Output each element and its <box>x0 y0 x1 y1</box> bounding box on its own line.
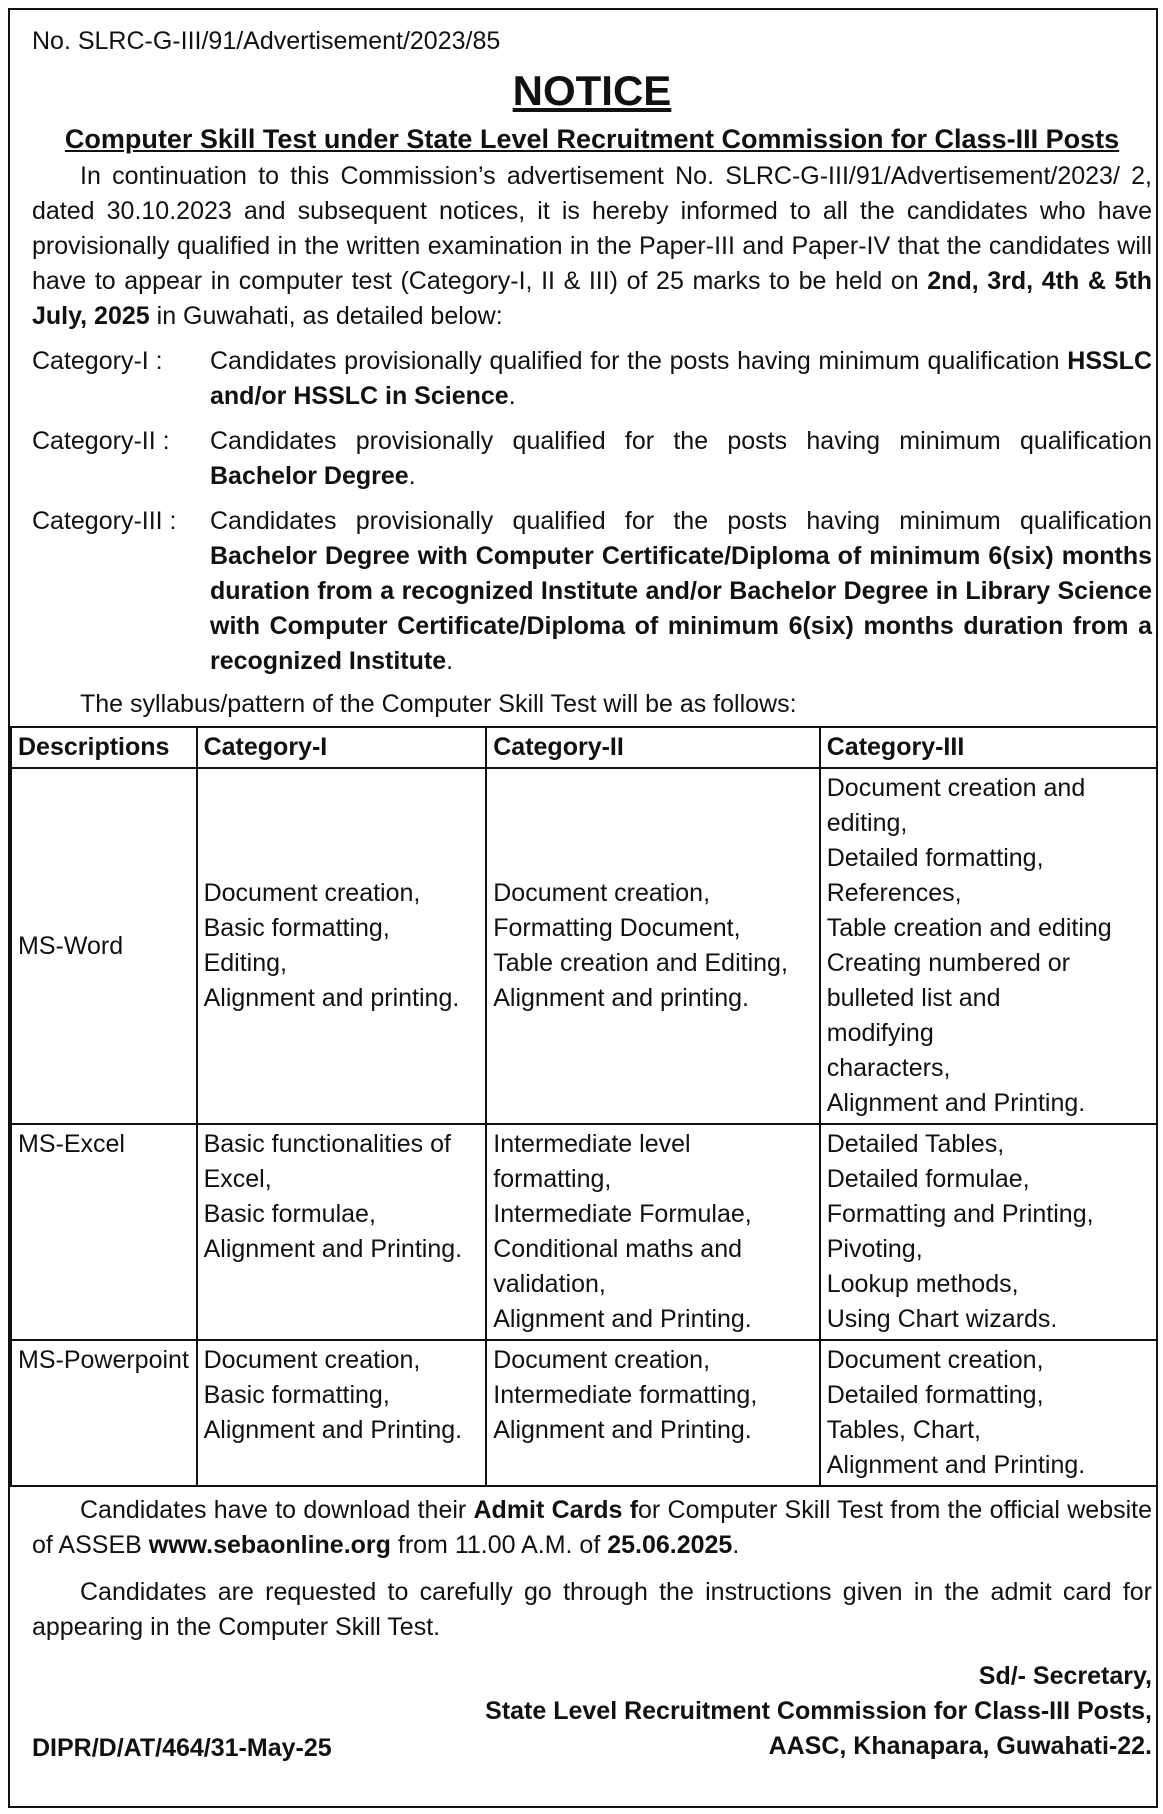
syllabus-intro: The syllabus/pattern of the Computer Skill Test will be as follows: <box>80 690 797 718</box>
syllabus-table <box>10 726 1158 1487</box>
category-3-row <box>32 504 1152 679</box>
cell-line: bulleted list and <box>826 984 1001 1012</box>
category-3-text <box>210 504 1152 679</box>
notice-subtitle: Computer Skill Test under State Level Recruitment Commission for Class-III Posts <box>64 124 1120 154</box>
category-2-qualification: Bachelor Degree <box>210 462 409 490</box>
cell-line: Intermediate Formulae, <box>493 1200 752 1228</box>
website-link[interactable]: www.sebaonline.org <box>148 1531 391 1559</box>
category-1-suffix: . <box>508 382 516 410</box>
intro-text-b: in Guwahati, as detailed below: <box>149 302 503 330</box>
row-category-3-cell <box>820 1124 1157 1340</box>
signature-line-2: State Level Recruitment Commission for Class-III Posts, <box>485 1697 1152 1725</box>
row-description: MS-Powerpoint <box>11 1340 197 1486</box>
header-category-1: Category-I <box>197 727 487 768</box>
cell-line: Alignment and Printing. <box>203 1416 463 1444</box>
row-category-2-cell <box>486 768 820 1124</box>
category-1-prefix: Candidates provisionally qualified for the posts having minimum qualification <box>210 347 1068 375</box>
category-1-row <box>32 344 1152 414</box>
cell-line: Alignment and Printing. <box>493 1305 752 1333</box>
cell-line: Alignment and Printing. <box>203 1235 463 1263</box>
cell-line: Excel, <box>203 1165 272 1193</box>
table-header-row <box>11 727 1157 768</box>
row-category-1-cell <box>197 1340 487 1486</box>
category-2-text <box>210 424 1152 494</box>
admit-text-a: Candidates have to download their <box>80 1496 474 1524</box>
row-category-1-cell <box>197 768 487 1124</box>
admit-text-b: or Computer Skill Test from the official website of ASSEB <box>32 1496 1152 1559</box>
cell-line: Intermediate level <box>493 1130 691 1158</box>
category-3-label: Category-III : <box>32 507 177 535</box>
admit-text-d: . <box>732 1531 740 1559</box>
cell-line: Basic functionalities of <box>203 1130 451 1158</box>
row-description: MS-Word <box>11 768 197 1124</box>
header-category-2: Category-II <box>486 727 820 768</box>
category-1-qualification: HSSLC and/or HSSLC in Science <box>210 347 1152 410</box>
cell-line: Alignment and Printing. <box>493 1416 752 1444</box>
cell-line: characters, <box>826 1054 951 1082</box>
header-category-3: Category-III <box>820 727 1157 768</box>
signature-block <box>32 1659 1152 1764</box>
intro-text-a: In continuation to this Commission’s advertisement No. SLRC-G-III/91/Advertisement/2023/ 2, dated 30.10.2023 and subsequent notices, it is hereby informed to all the candidates who have provisionally qualified in the written examination in the Paper-III and Paper-IV that the candidates will have to appear in computer test (Category-I, II & III) of 25 marks to be held on <box>32 162 1152 295</box>
cell-line: Conditional maths and <box>493 1235 743 1263</box>
cell-line: Detailed formulae, <box>826 1165 1030 1193</box>
table-row <box>11 1124 1157 1340</box>
category-2-label: Category-II : <box>32 427 170 455</box>
notice-content <box>18 24 1152 1764</box>
header-descriptions: Descriptions <box>11 727 197 768</box>
category-1-text <box>210 344 1152 414</box>
row-category-3-cell <box>820 768 1157 1124</box>
cell-line: Creating numbered or <box>826 949 1070 977</box>
cell-line: Alignment and Printing. <box>826 1451 1086 1479</box>
row-category-2-cell <box>486 1124 820 1340</box>
cell-line: Editing, <box>203 949 287 977</box>
admit-card-paragraph <box>32 1493 1152 1563</box>
category-3-qualification: Bachelor Degree with Computer Certificate/Diploma of minimum 6(six) months duration from a recognized Institute and/or Bachelor Degree in Library Science with Computer Certificate/Diploma of minimum 6(six) months duration from a recognized Institute <box>210 542 1152 675</box>
cell-line: Basic formatting, <box>203 1381 390 1409</box>
cell-line: Detailed Tables, <box>826 1130 1005 1158</box>
cell-line: Document creation, <box>203 1346 421 1374</box>
admit-date: 25.06.2025 <box>607 1531 733 1559</box>
cell-line: Detailed formatting, <box>826 844 1044 872</box>
category-1-label: Category-I : <box>32 347 163 375</box>
category-3-suffix: . <box>446 647 454 675</box>
cell-line: Alignment and Printing. <box>826 1089 1086 1117</box>
category-2-suffix: . <box>408 462 416 490</box>
table-row <box>11 768 1157 1124</box>
cell-line: Formatting Document, <box>493 914 741 942</box>
admit-text-c: from 11.00 A.M. of <box>390 1531 608 1559</box>
table-row <box>11 1340 1157 1486</box>
reference-number: No. SLRC-G-III/91/Advertisement/2023/85 <box>32 27 501 55</box>
notice-border <box>8 8 1158 1808</box>
syllabus-table-body <box>11 768 1157 1486</box>
cell-line: modifying <box>826 1019 934 1047</box>
cell-line: Document creation and <box>826 774 1086 802</box>
row-category-1-cell <box>197 1124 487 1340</box>
cell-line: Alignment and printing. <box>203 984 460 1012</box>
cell-line: validation, <box>493 1270 606 1298</box>
admit-cards-text: Admit Cards f <box>473 1496 639 1524</box>
cell-line: Basic formulae, <box>203 1200 376 1228</box>
cell-line: Tables, Chart, <box>826 1416 981 1444</box>
cell-line: Table creation and Editing, <box>493 949 788 977</box>
instructions-paragraph: Candidates are requested to carefully go through the instructions given in the admit card for appearing in the Computer Skill Test. <box>32 1578 1152 1641</box>
notice-title: NOTICE <box>512 67 672 114</box>
cell-line: formatting, <box>493 1165 612 1193</box>
signature-line-1: Sd/- Secretary, <box>978 1662 1152 1690</box>
dipr-code: DIPR/D/AT/464/31-May-25 <box>32 1734 332 1762</box>
cell-line: Lookup methods, <box>826 1270 1019 1298</box>
category-2-row <box>32 424 1152 494</box>
intro-paragraph <box>32 159 1152 334</box>
cell-line: Alignment and printing. <box>493 984 749 1012</box>
cell-line: Table creation and editing <box>826 914 1112 942</box>
cell-line: References, <box>826 879 962 907</box>
row-category-2-cell <box>486 1340 820 1486</box>
cell-line: Document creation, <box>826 1346 1044 1374</box>
cell-line: Formatting and Printing, <box>826 1200 1094 1228</box>
category-3-prefix: Candidates provisionally qualified for the posts having minimum qualification <box>210 507 1152 535</box>
cell-line: Document creation, <box>203 879 421 907</box>
signature-line-3: AASC, Khanapara, Guwahati-22. <box>768 1732 1152 1760</box>
row-category-3-cell <box>820 1340 1157 1486</box>
cell-line: Detailed formatting, <box>826 1381 1044 1409</box>
cell-line: editing, <box>826 809 908 837</box>
cell-line: Document creation, <box>493 1346 711 1374</box>
row-description: MS-Excel <box>11 1124 197 1340</box>
cell-line: Basic formatting, <box>203 914 390 942</box>
cell-line: Using Chart wizards. <box>826 1305 1058 1333</box>
cell-line: Document creation, <box>493 879 711 907</box>
category-2-prefix: Candidates provisionally qualified for the posts having minimum qualification <box>210 427 1152 455</box>
exam-dates: 2nd, 3rd, 4th & 5th July, 2025 <box>32 267 1152 330</box>
cell-line: Intermediate formatting, <box>493 1381 758 1409</box>
cell-line: Pivoting, <box>826 1235 923 1263</box>
